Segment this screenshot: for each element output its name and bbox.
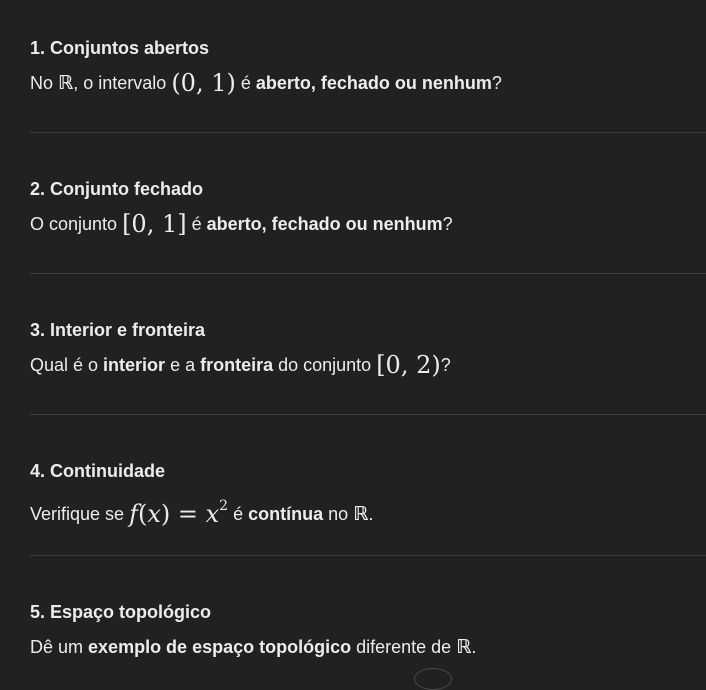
q5-prefix: Dê um: [30, 637, 89, 657]
q4-prefix: Verifique se: [30, 504, 130, 524]
question-1: [30, 36, 706, 98]
q4-close-equals: ) =: [160, 500, 206, 528]
q3-mid2: do conjunto: [273, 355, 377, 375]
divider-4: [30, 555, 706, 556]
question-3-text: [30, 350, 706, 380]
question-3: [30, 318, 706, 380]
q3-bold-interior: interior: [103, 355, 166, 375]
q1-mid2: é: [235, 73, 256, 93]
q2-suffix: ?: [442, 214, 453, 234]
q1-interval: (0, 1): [171, 69, 236, 97]
question-4-text: [30, 491, 706, 529]
question-4: [30, 459, 706, 529]
question-2-text: [30, 209, 706, 239]
q3-prefix: Qual é o: [30, 355, 104, 375]
q3-bold-fronteira: fronteira: [200, 355, 274, 375]
q2-prefix: O conjunto: [30, 214, 123, 234]
question-1-title: 1. Conjuntos abertos: [30, 38, 210, 58]
divider-1: [30, 132, 706, 133]
q4-open-paren: (: [137, 500, 148, 528]
question-3-title: 3. Interior e fronteira: [30, 320, 206, 340]
q4-suffix: .: [368, 504, 374, 524]
q4-bold-continua: contínua: [248, 504, 324, 524]
question-2-title: 2. Conjunto fechado: [30, 179, 203, 199]
q4-function: [129, 500, 228, 528]
question-2: [30, 177, 706, 239]
q4-mid: é: [228, 504, 249, 524]
q3-suffix: ?: [440, 355, 451, 375]
q3-interval: [0, 2): [376, 351, 441, 379]
question-5-title: 5. Espaço topológico: [30, 602, 212, 622]
q5-suffix: .: [471, 637, 477, 657]
q5-mid: diferente de: [351, 637, 457, 657]
q2-mid: é: [186, 214, 207, 234]
q1-suffix: ?: [491, 73, 502, 93]
q4-reals-symbol: ℝ: [353, 503, 369, 525]
q1-reals-symbol: ℝ: [58, 72, 74, 94]
q3-mid: e a: [165, 355, 201, 375]
q1-bold-options: aberto, fechado ou nenhum: [255, 73, 492, 93]
question-4-title: 4. Continuidade: [30, 461, 165, 481]
question-1-text: [30, 68, 706, 98]
divider-2: [30, 273, 706, 274]
q1-prefix: No: [30, 73, 59, 93]
q4-x: x: [147, 500, 161, 528]
q1-mid1: , o intervalo: [73, 73, 172, 93]
q2-interval: [0, 1]: [122, 210, 187, 238]
question-5-text: [30, 632, 706, 662]
q4-f: f: [129, 500, 138, 528]
question-5: [30, 600, 706, 662]
q4-x-squared-base: x: [205, 500, 220, 528]
q2-bold-options: aberto, fechado ou nenhum: [206, 214, 443, 234]
divider-3: [30, 414, 706, 415]
q5-bold-example: exemplo de espaço topológico: [88, 637, 352, 657]
q4-mid2: no: [323, 504, 354, 524]
q4-exponent: 2: [219, 498, 229, 514]
scroll-down-button[interactable]: [414, 668, 452, 690]
q5-reals-symbol: ℝ: [456, 636, 472, 658]
